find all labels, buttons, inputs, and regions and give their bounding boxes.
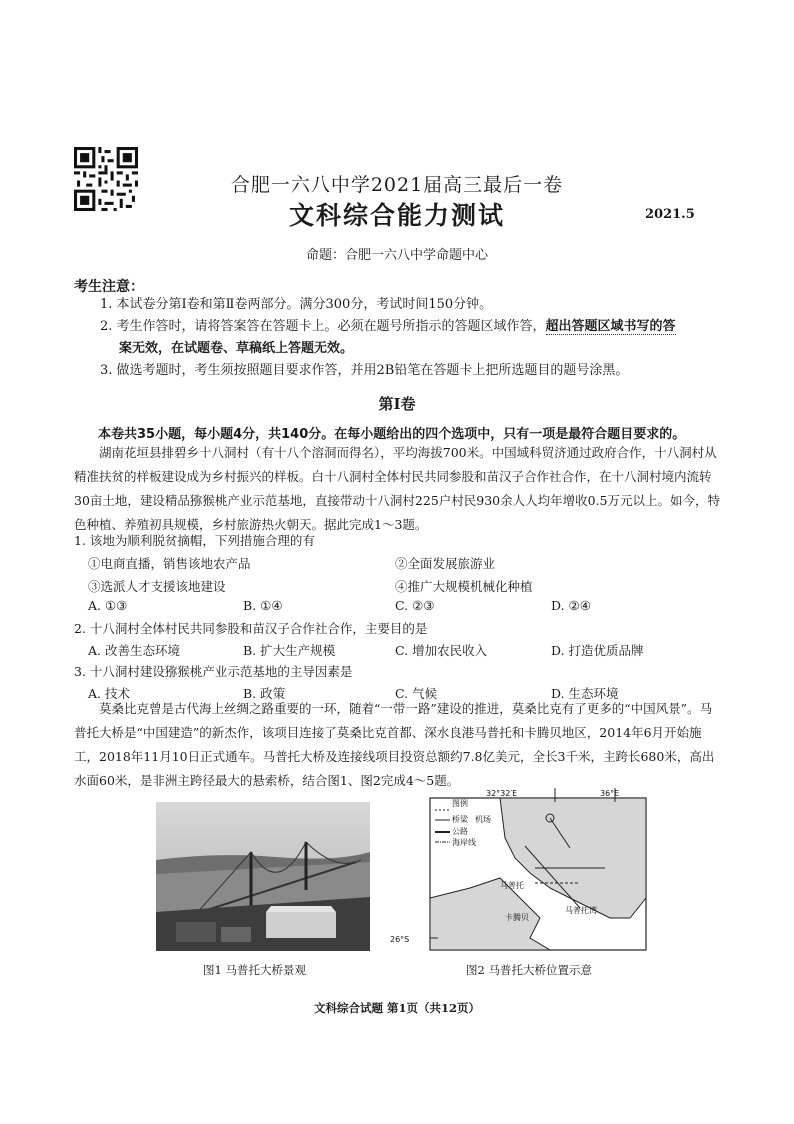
q1-option-d: D. ②④ (551, 598, 591, 613)
notice-item-3: 3. 做选考题时，考生须按照题目要求作答，并用2B铅笔在答题卡上把所选题目的题号涂黑。 (100, 363, 629, 378)
q3-option-d: D. 生态环境 (551, 686, 619, 701)
map-legend-airport: 机场 (475, 815, 491, 824)
q2-option-a: A. 改善生态环境 (88, 643, 180, 658)
notice-item-2-text: 2. 考生作答时，请将答案答在答题卡上。必须在题号所指示的答题区域作答， (100, 319, 546, 334)
notice-item-2-continued: 案无效，在试题卷、草稿纸上答题无效。 (119, 341, 354, 356)
proposer-line: 命题：合肥一六八中学命题中心 (305, 248, 488, 263)
map-lon-2: 36°E (600, 789, 620, 798)
q1-statement-2: ②全面发展旅游业 (395, 556, 496, 571)
map-legend-coast: 海岸线 (452, 838, 476, 847)
q3-option-c: C. 气候 (395, 686, 438, 701)
q1-statement-1: ①电商直播，销售该地农产品 (88, 556, 251, 571)
question-3-stem: 3. 十八洞村建设猕猴桃产业示范基地的主导因素是 (74, 664, 353, 679)
section-instructions: 本卷共35小题，每小题4分，共140分。在每小题给出的四个选项中，只有一项是最符合题目要求的。 (98, 427, 686, 442)
q2-option-c: C. 增加农民收入 (395, 643, 488, 658)
location-map (390, 788, 646, 950)
figure-1-caption: 图1 马普托大桥景观 (203, 963, 306, 977)
q2-option-d: D. 打造优质品牌 (551, 643, 644, 658)
question-2-stem: 2. 十八洞村全体村民共同参股和苗汉子合作社合作，主要目的是 (74, 621, 428, 636)
q1-option-c: C. ②③ (395, 598, 435, 613)
map-place-bay: 马普托湾 (565, 906, 597, 915)
map-legend-road: 公路 (452, 827, 468, 836)
figure-2-caption: 图2 马普托大桥位置示意 (466, 963, 592, 977)
map-lat: 26°S (390, 935, 410, 944)
notice-item-2 (100, 316, 730, 338)
map-place-maputo: 马普托 (500, 881, 524, 890)
question-1-stem: 1. 该地为顺利脱贫摘帽，下列措施合理的有 (74, 533, 315, 548)
q2-option-b: B. 扩大生产规模 (243, 643, 336, 658)
exam-title: 文科综合能力测试 (288, 201, 505, 230)
notice-heading: 考生注意： (74, 279, 144, 295)
map-lon-1: 32°32′E (486, 789, 518, 798)
passage-2: 莫桑比克曾是古代海上丝绸之路重要的一环，随着“一带一路”建设的推进，莫桑比克有了更多的“中国风景”。马普托大桥是“中国建造”的新杰作，该项目连接了莫桑比克首都、深水良港马普托和卡腾贝地区，2014年6月开始施工，2018年11月10日正式通车。马普托大桥及连接线项目投资总额约7.8亿美元，全长3千米，主跨长680米，高出水面60米，是非洲主跨径最大的悬索桥，结合图1、图2完成4～5题。 (74, 701, 715, 788)
section-title: 第Ⅰ卷 (378, 395, 416, 413)
notice-item-2-emphasis: 超出答题区域书写的答 (545, 319, 676, 334)
q3-option-b: B. 政策 (243, 686, 286, 701)
exam-date: 2021.5 (645, 207, 695, 222)
q1-statement-4: ④推广大规模机械化种植 (395, 579, 533, 594)
school-title: 合肥一六八中学2021届高三最后一卷 (230, 174, 564, 196)
bridge-photo (156, 802, 370, 951)
q1-option-a: A. ①③ (88, 598, 128, 613)
map-legend-bridge: 桥梁 (452, 815, 468, 824)
q1-statement-3: ③选派人才支援该地建设 (88, 579, 226, 594)
page-footer: 文科综合试题 第1页（共12页） (313, 1001, 480, 1015)
q1-option-b: B. ①④ (243, 598, 283, 613)
q3-option-a: A. 技术 (88, 686, 130, 701)
map-place-katembe: 卡腾贝 (505, 913, 529, 922)
map-legend-title: 图例 (452, 799, 468, 808)
notice-item-1: 1. 本试卷分第Ⅰ卷和第Ⅱ卷两部分。满分300分，考试时间150分钟。 (100, 297, 493, 312)
passage-1: 湖南花垣县排碧乡十八洞村（有十八个溶洞而得名），平均海拔700米。中国域科贸济通过政府合作，十八洞村从精准扶贫的样板建设成为乡村振兴的样板。白十八洞村全体村民共同参股和苗汉子合作社合作，在十八洞村境内流转30亩土地，建设精品猕猴桃产业示范基地，直接带动十八洞村225户村民930余人人均年增收0.5万元以上。如今，特色种植、养殖初具规模，乡村旅游热火朝天。据此完成1～3题。 (74, 445, 721, 532)
